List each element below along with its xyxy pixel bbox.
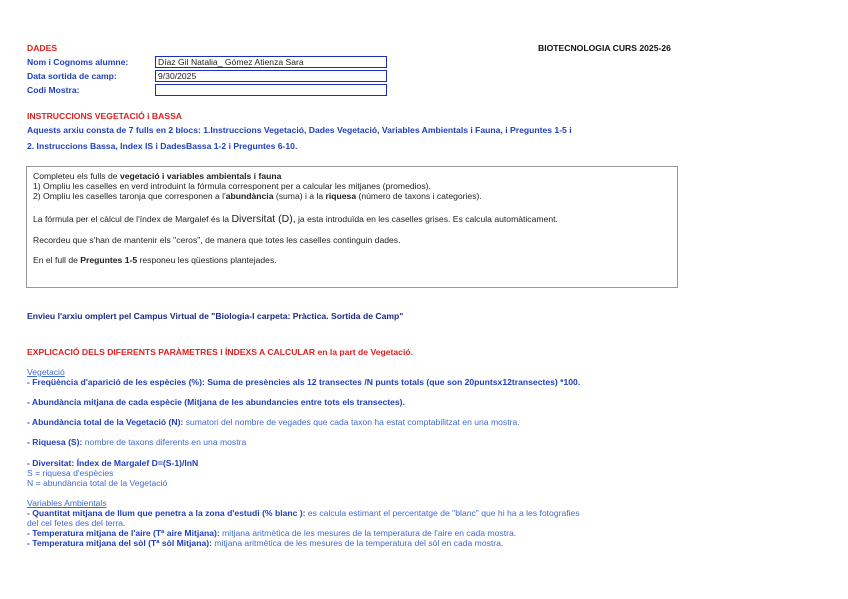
box-line-1: Completeu els fulls de vegetació i variables ambientals i fauna bbox=[33, 171, 282, 181]
instructions-title: INSTRUCCIONS VEGETACIÓ i BASSA bbox=[27, 111, 183, 121]
diversitat-n: N = abundància total de la Vegetació bbox=[27, 478, 168, 488]
freq-line: - Freqüència d'aparició de les espècies (%): Suma de presències als 12 transectes /N punts totals (que son 20puntsx12transectes) *100. bbox=[27, 377, 581, 387]
box-line-2: 1) Ompliu les caselles en verd introduint la fórmula corresponent per a calcular les mitjanes (promedios). bbox=[33, 181, 431, 191]
abund-mitjana-line: - Abundància mitjana de cada espècie (Mitjana de les abundancies entre tots els transectes). bbox=[27, 397, 405, 407]
course-title: BIOTECNOLOGIA CURS 2025-26 bbox=[538, 43, 671, 53]
box-line-4: La fórmula per el càlcul de l'índex de Margalef és la Diversitat (D), ja esta introduïda en les caselles grises. Es calcula automàticament. bbox=[33, 213, 558, 225]
submit-instructions: Envieu l'arxiu omplert pel Campus Virtual de "Biologia-I carpeta: Pràctica. Sortida de Camp" bbox=[27, 311, 404, 321]
variables-header: Variables Ambientals bbox=[27, 498, 107, 508]
abund-total-line: - Abundància total de la Vegetació (N): sumatori del nombre de vegades que cada taxon ha estat comptabilitzat en una mostra. bbox=[27, 417, 520, 427]
llum-line: - Quantitat mitjana de llum que penetra a la zona d'estudi (% blanc ): es calcula estimant el percentatge de "blanc" que hi ha a les fotografies bbox=[27, 508, 580, 518]
diversitat-s: S = riquesa d'espècies bbox=[27, 468, 114, 478]
box-line-3: 2) Ompliu les caselles taronja que corresponen a l'abundància (suma) i a la riquesa (número de taxons i categories). bbox=[33, 191, 482, 201]
instructions-line2: 2. Instruccions Bassa, Index IS i DadesBassa 1-2 i Preguntes 6-10. bbox=[27, 141, 298, 151]
vegetacio-header: Vegetació bbox=[27, 367, 65, 377]
name-field[interactable]: Díaz Gil Natalia_ Gómez Atienza Sara bbox=[155, 56, 387, 68]
box-line-6: En el full de Preguntes 1-5 responeu les qüestions plantejades. bbox=[33, 255, 277, 265]
diversitat-line: - Diversitat: Índex de Margalef D=(S-1)/lnN bbox=[27, 458, 199, 468]
instructions-line1: Aquests arxiu consta de 7 fulls en 2 blocs: 1.Instruccions Vegetació, Dades Vegetació, Variables Ambientals i Fauna, i Preguntes 1-5 i bbox=[27, 125, 572, 135]
box-line-5: Recordeu que s'han de mantenir els "ceros", de manera que totes les caselles continguin dades. bbox=[33, 235, 401, 245]
date-label: Data sortida de camp: bbox=[27, 71, 117, 81]
code-field[interactable] bbox=[155, 84, 387, 96]
dades-heading: DADES bbox=[27, 43, 58, 53]
explicacio-title: EXPLICACIÓ DELS DIFERENTS PARÀMETRES I ÍNDEXS A CALCULAR en la part de Vegetació. bbox=[27, 347, 413, 357]
name-label: Nom i Cognoms alumne: bbox=[27, 57, 129, 67]
code-label: Codi Mostra: bbox=[27, 85, 80, 95]
aire-line: - Temperatura mitjana de l'aire (Tª aire Mitjana): mitjana aritmètica de les mesures de la temperatura de l'aire en cada mostra. bbox=[27, 528, 517, 538]
llum-line-cont: del cel fetes des del terra. bbox=[27, 518, 126, 528]
riquesa-line: - Riquesa (S): nombre de taxons diferents en una mostra bbox=[27, 437, 247, 447]
date-field[interactable]: 9/30/2025 bbox=[155, 70, 387, 82]
sol-line: - Temperatura mitjana del sòl (Tª sòl Mitjana): mitjana aritmètica de les mesures de la temperatura del sòl en cada mostra. bbox=[27, 538, 504, 548]
